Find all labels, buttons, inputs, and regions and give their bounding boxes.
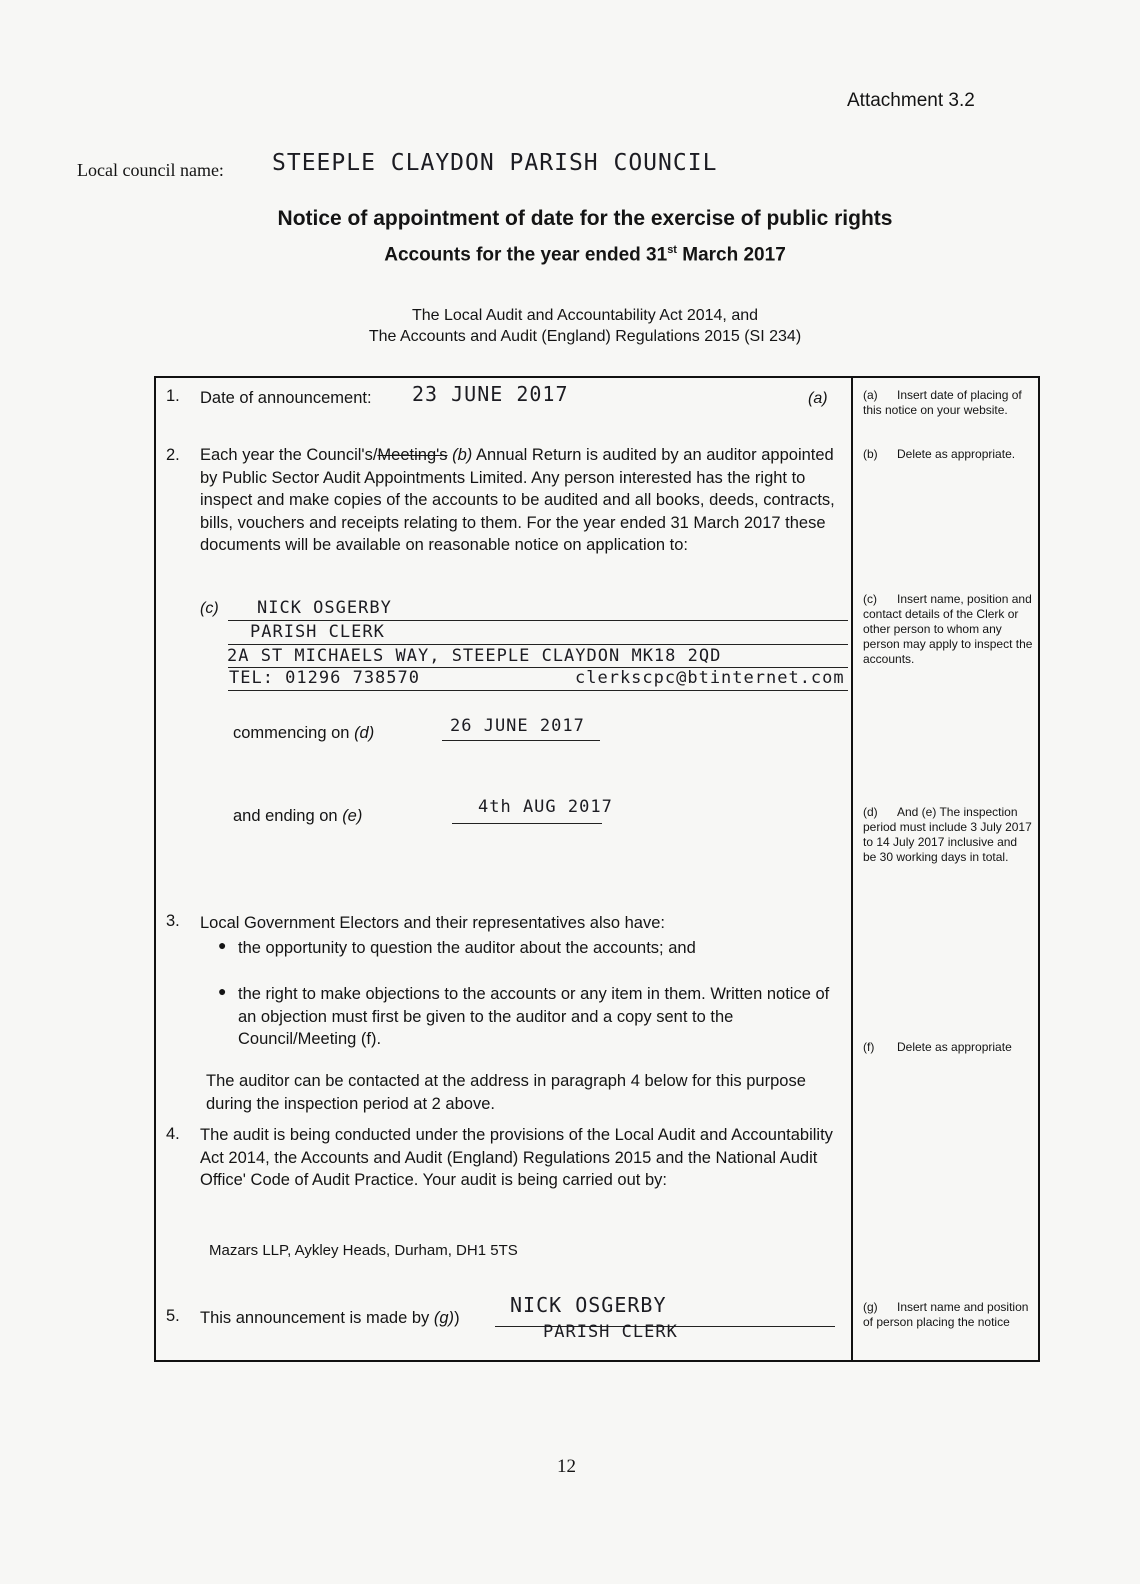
item-2-text-rest: Annual Return is audited by an auditor appointed by Public Sector Audit Appointments Limited. Any person interested has the right to inspect and make copies of the accounts to be audited and all books, deeds, contracts, bills, vouchers and receipts relating to them. For the year ended 31 March 2017 these documents will be available on reasonable notice on application to: (200, 446, 835, 554)
item-2-text (200, 444, 840, 557)
announcement-by-close: ) (454, 1309, 460, 1327)
bullet-dot-2: ● (218, 983, 227, 999)
note-d-marker: (d) (863, 805, 878, 819)
announcement-date-value: 23 JUNE 2017 (412, 382, 569, 406)
item-2-number: 2. (166, 446, 180, 464)
note-c-marker: (c) (863, 592, 877, 606)
item-2-text-start: Each year the Council's/ (200, 446, 378, 464)
note-g-text: Insert name and position of person placing the notice (863, 1300, 1029, 1329)
council-name-value: STEEPLE CLAYDON PARISH COUNCIL (272, 150, 718, 176)
commencing-label (233, 722, 374, 745)
auditor-contact-text: The auditor can be contacted at the address in paragraph 4 below for this purpose during the inspection period at 2 above. (206, 1072, 806, 1113)
note-d-text: And (e) The inspection period must include 3 July 2017 to 14 July 2017 inclusive and be 30 working days in total. (863, 805, 1032, 864)
act-reference-1: The Local Audit and Accountability Act 2014, and (411, 307, 759, 324)
bullet-dot-1: ● (218, 937, 227, 953)
note-f-marker: (f) (863, 1040, 875, 1054)
note-b (863, 447, 1033, 462)
contact-email: clerkscpc@btinternet.com (575, 668, 845, 688)
note-f-text: Delete as appropriate (897, 1040, 1012, 1054)
notice-subtitle (0, 244, 1140, 266)
auditor-address: Mazars LLP, Aykley Heads, Durham, DH1 5TS (209, 1242, 518, 1259)
marker-g: (g) (433, 1309, 455, 1327)
contact-phone: TEL: 01296 738570 (229, 668, 420, 688)
subtitle-prefix: Accounts for the year ended 31 (384, 244, 668, 266)
contact-address: 2A ST MICHAELS WAY, STEEPLE CLAYDON MK18 2QD (227, 646, 722, 666)
announcement-date-label: Date of announcement: (200, 389, 372, 407)
note-d (863, 805, 1033, 865)
page-number: 12 (557, 1456, 576, 1477)
council-name-label: Local council name: (77, 160, 224, 180)
contact-rule-1 (228, 620, 848, 621)
announcement-by-label (200, 1307, 460, 1330)
marker-e: (e) (342, 807, 363, 825)
contact-position: PARISH CLERK (250, 622, 385, 642)
commencing-label-text: commencing on (233, 724, 355, 742)
note-c-text: Insert name, position and contact details of the Clerk or other person to whom any person may apply to inspect the accounts. (863, 592, 1033, 666)
note-b-marker: (b) (863, 447, 878, 461)
ending-rule (452, 823, 602, 824)
marker-d: (d) (354, 724, 375, 742)
item-3-number: 3. (166, 912, 180, 930)
act-reference-2: The Accounts and Audit (England) Regulations 2015 (SI 234) (368, 328, 802, 345)
subtitle-sup: st (667, 244, 677, 256)
item-4-text: The audit is being conducted under the provisions of the Local Audit and Accountability Act 2014, the Accounts and Audit (England) Regulations 2015 and the National Audit Office' Code of Audit Practice. Your audit is being carried out by: (200, 1126, 833, 1189)
ending-label (233, 805, 362, 828)
note-f (863, 1040, 1033, 1055)
announcer-position: PARISH CLERK (543, 1322, 678, 1342)
note-a-marker: (a) (863, 388, 878, 402)
note-c (863, 592, 1033, 667)
notes-column-divider (851, 376, 853, 1362)
marker-b: (b) (452, 446, 473, 464)
item-5-number: 5. (166, 1307, 180, 1325)
bullet-make-objections: the right to make objections to the accounts or any item in them. Written notice of an objection must first be given to the auditor and a copy sent to the Council/Meeting (f). (238, 985, 830, 1048)
note-a-text: Insert date of placing of this notice on your website. (863, 388, 1022, 417)
contact-name: NICK OSGERBY (257, 598, 392, 618)
note-g-marker: (g) (863, 1300, 878, 1314)
attachment-label: Attachment 3.2 (847, 90, 975, 111)
subtitle-suffix: March 2017 (676, 244, 786, 266)
note-a (863, 388, 1031, 418)
bullet-question-auditor: the opportunity to question the auditor about the accounts; and (238, 939, 696, 957)
marker-c: (c) (200, 600, 219, 617)
item-1-marker: (a) (808, 390, 828, 407)
item-3-label: Local Government Electors and their representatives also have: (200, 914, 665, 932)
ending-date-value: 4th AUG 2017 (478, 797, 613, 817)
contact-rule-4 (228, 690, 848, 691)
note-g (863, 1300, 1033, 1330)
note-b-text: Delete as appropriate. (897, 447, 1016, 461)
announcer-name: NICK OSGERBY (510, 1293, 667, 1317)
announcement-by-text: This announcement is made by (200, 1309, 434, 1327)
struck-meetings: Meeting's (377, 446, 448, 464)
contact-rule-2 (228, 644, 848, 645)
ending-label-text: and ending on (233, 807, 343, 825)
notice-title: Notice of appointment of date for the exercise of public rights (277, 207, 893, 230)
item-1-number: 1. (166, 387, 180, 405)
commencing-rule (442, 740, 600, 741)
item-4-number: 4. (166, 1125, 180, 1143)
commencing-date-value: 26 JUNE 2017 (450, 716, 585, 736)
